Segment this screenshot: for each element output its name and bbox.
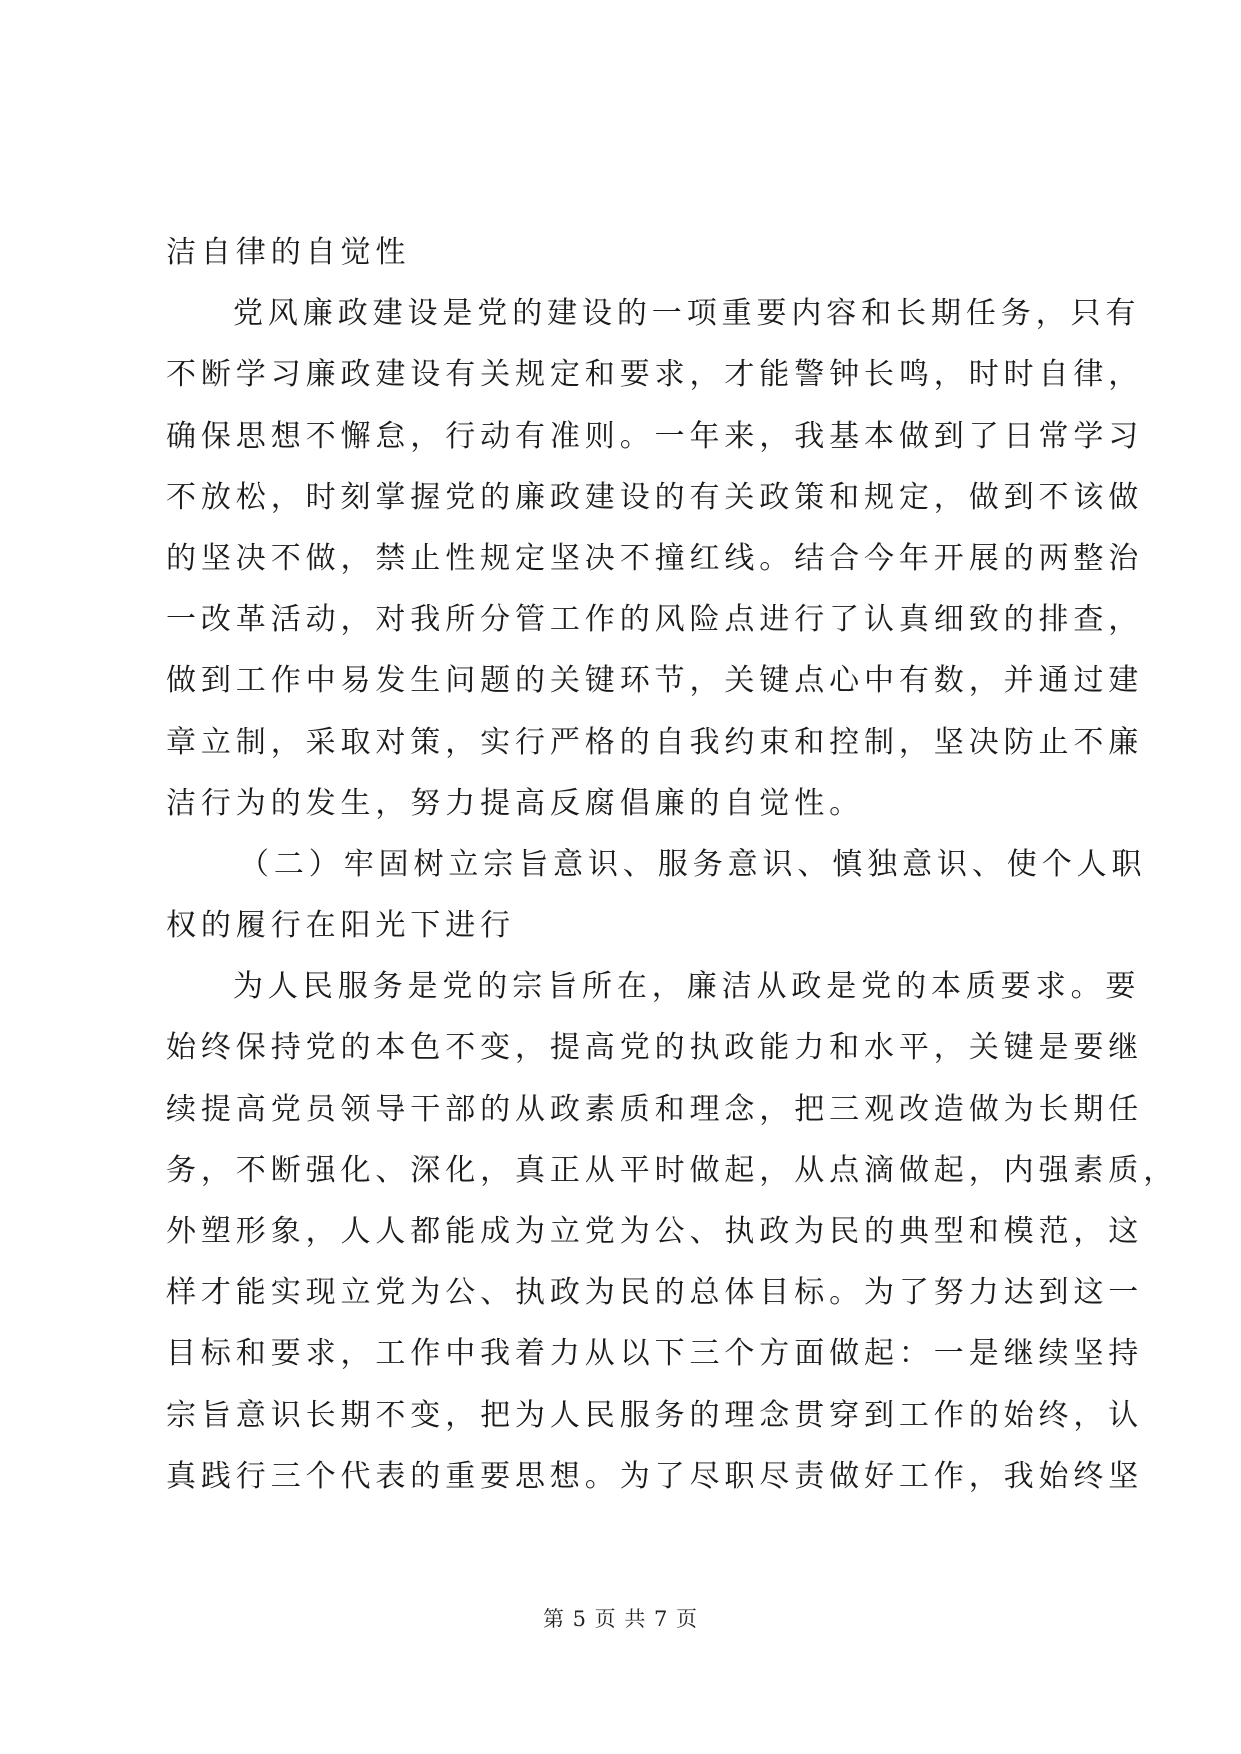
text-line: 真践行三个代表的重要思想。为了尽职尽责做好工作，我始终坚 [166, 1458, 1144, 1494]
text-line: 始终保持党的本色不变，提高党的执政能力和水平，关键是要继 [166, 1030, 1144, 1066]
text-line: 务，不断强化、深化，真正从平时做起，从点滴做起，内强素质， [166, 1152, 1179, 1188]
text-line: 目标和要求，工作中我着力从以下三个方面做起：一是继续坚持 [166, 1336, 1144, 1372]
text-line: 一改革活动，对我所分管工作的风险点进行了认真细致的排查， [166, 602, 1144, 638]
section-heading-line: （二）牢固树立宗旨意识、服务意识、慎独意识、使个人职 [239, 846, 1147, 882]
text-line: 续提高党员领导干部的从政素质和理念，把三观改造做为长期任 [166, 1091, 1144, 1127]
page-number-footer: 第 5 页 共 7 页 [542, 1607, 699, 1631]
text-line: 做到工作中易发生问题的关键环节，关键点心中有数，并通过建 [166, 663, 1144, 699]
text-line: 不放松，时刻掌握党的廉政建设的有关政策和规定，做到不该做 [166, 479, 1144, 515]
text-line: 外塑形象，人人都能成为立党为公、执政为民的典型和模范，这 [166, 1214, 1144, 1249]
text-line: 洁自律的自觉性 [166, 235, 411, 270]
text-line: 章立制，采取对策，实行严格的自我约束和控制，坚决防止不廉 [166, 724, 1144, 760]
text-line: 的坚决不做，禁止性规定坚决不撞红线。结合今年开展的两整治 [166, 540, 1144, 576]
paragraph-start-line: 为人民服务是党的宗旨所在，廉洁从政是党的本质要求。要 [233, 969, 1141, 1005]
document-body [166, 222, 1179, 1507]
text-line: 洁行为的发生，努力提高反腐倡廉的自觉性。 [166, 785, 864, 821]
text-line: 样才能实现立党为公、执政为民的总体目标。为了努力达到这一 [166, 1275, 1144, 1311]
section-heading-line: 权的履行在阳光下进行 [166, 908, 515, 944]
text-line: 宗旨意识长期不变，把为人民服务的理念贯穿到工作的始终，认 [166, 1397, 1144, 1433]
paragraph-start-line: 党风廉政建设是党的建设的一项重要内容和长期任务，只有 [233, 296, 1141, 332]
text-line: 确保思想不懈怠，行动有准则。一年来，我基本做到了日常学习 [166, 418, 1144, 454]
text-line: 不断学习廉政建设有关规定和要求，才能警钟长鸣，时时自律， [166, 357, 1144, 393]
